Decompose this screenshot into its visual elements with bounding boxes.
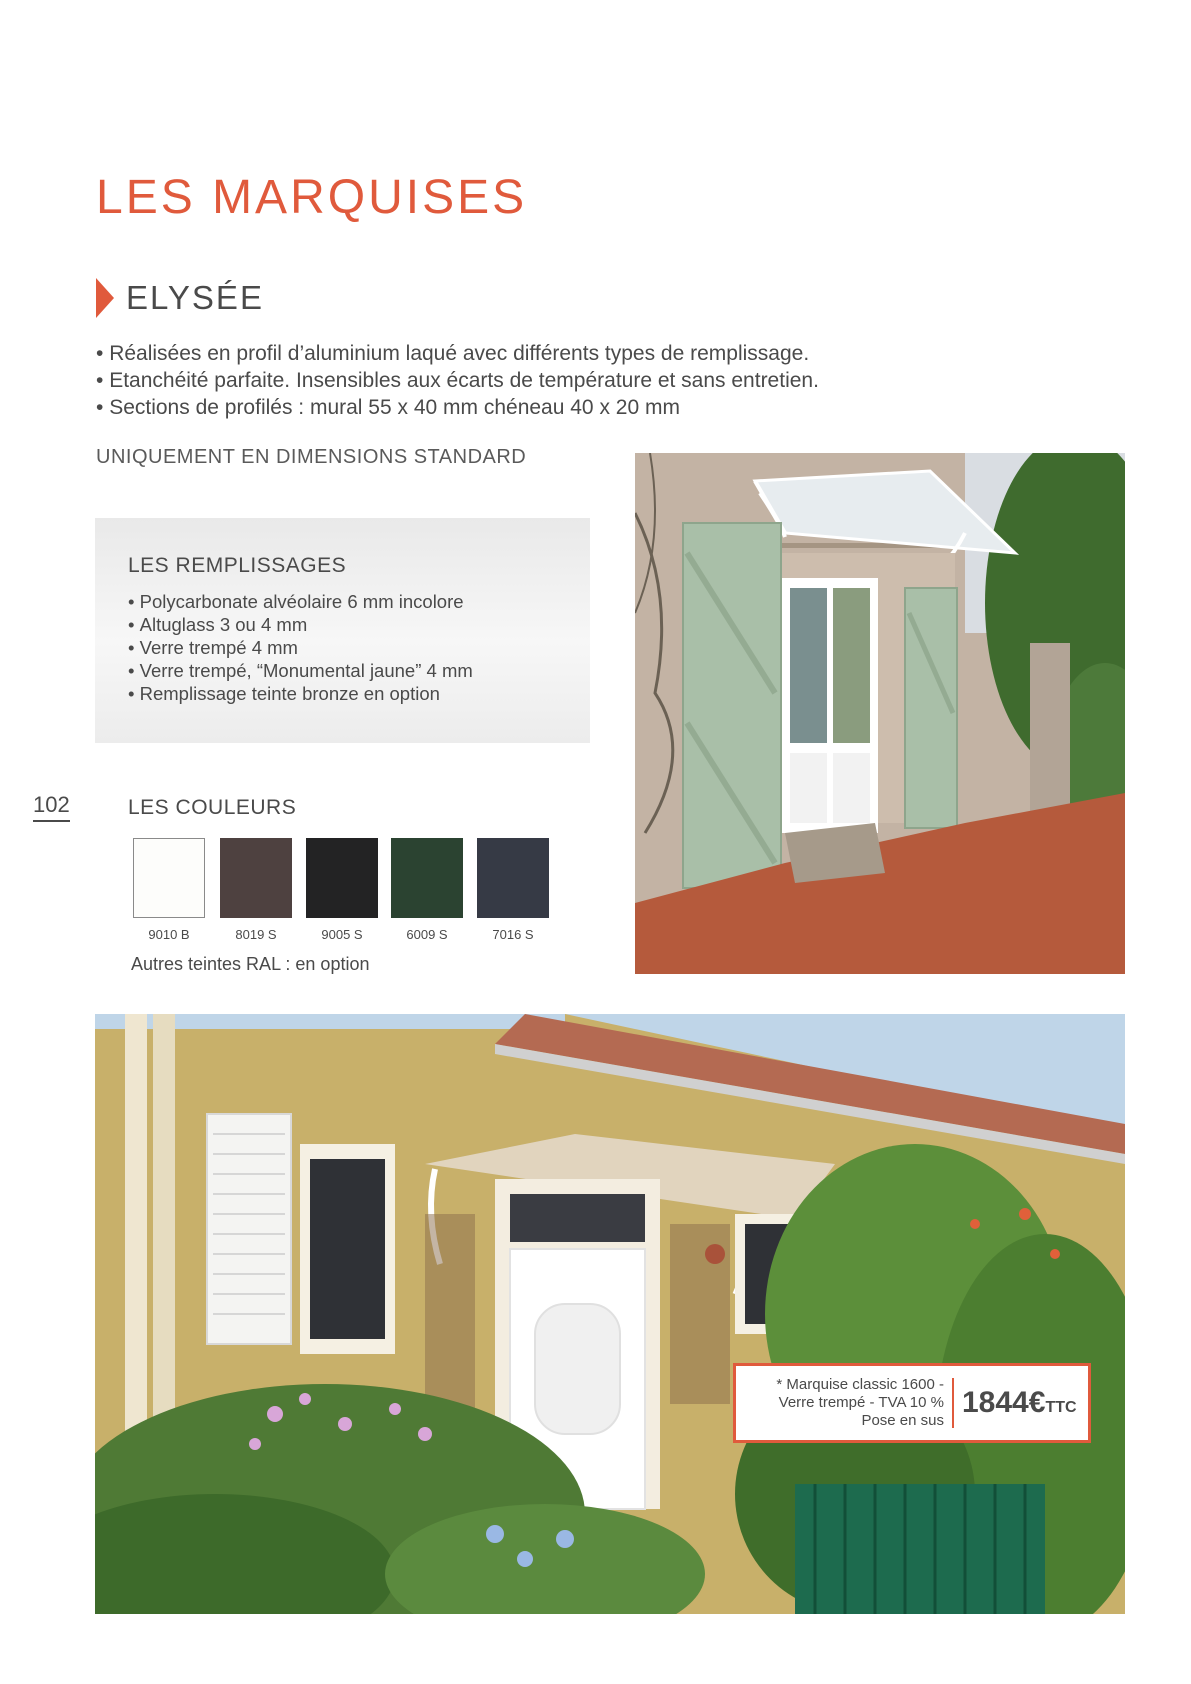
awning-photo-yellow-house xyxy=(95,1014,1125,1614)
price-description-line: * Marquise classic 1600 - xyxy=(776,1376,944,1393)
price-description-line: Verre trempé - TVA 10 % xyxy=(778,1394,944,1411)
section-heading xyxy=(96,278,264,318)
fillings-box xyxy=(95,518,590,743)
price-description-line: Pose en sus xyxy=(861,1412,944,1429)
feature-item: • Etanchéité parfaite. Insensibles aux écarts de température et sans entretien. xyxy=(96,367,819,394)
swatch-label: 9010 B xyxy=(148,927,190,942)
price-description xyxy=(736,1376,952,1430)
filling-item: • Remplissage teinte bronze en option xyxy=(128,682,473,705)
color-swatch-9005s xyxy=(306,838,378,918)
feature-item: • Sections de profilés : mural 55 x 40 mm chéneau 40 x 20 mm xyxy=(96,394,819,421)
fillings-list xyxy=(128,590,473,705)
filling-item: • Verre trempé, “Monumental jaune” 4 mm xyxy=(128,659,473,682)
price-unit: TTC xyxy=(1045,1399,1077,1416)
page-number: 102 xyxy=(33,792,70,822)
filling-item: • Polycarbonate alvéolaire 6 mm incolore xyxy=(128,590,473,613)
standard-dimensions-note: UNIQUEMENT EN DIMENSIONS STANDARD xyxy=(96,446,527,468)
awning-photo-green-shutters xyxy=(635,453,1125,974)
filling-item: • Verre trempé 4 mm xyxy=(128,636,473,659)
filling-item: • Altuglass 3 ou 4 mm xyxy=(128,613,473,636)
colors-note: Autres teintes RAL : en option xyxy=(131,954,370,974)
section-title: ELYSÉE xyxy=(126,279,264,316)
swatch-label: 7016 S xyxy=(492,927,534,942)
feature-list xyxy=(96,340,819,421)
color-swatch-8019s xyxy=(220,838,292,918)
swatch-label: 8019 S xyxy=(235,927,277,942)
swatch-label: 9005 S xyxy=(321,927,363,942)
feature-item: • Réalisées en profil d’aluminium laqué avec différents types de remplissage. xyxy=(96,340,819,367)
price-value xyxy=(954,1386,1077,1420)
swatch-label: 6009 S xyxy=(406,927,448,942)
color-swatch-9010b xyxy=(133,838,205,918)
page-title: LES MARQUISES xyxy=(96,171,528,224)
fillings-title: LES REMPLISSAGES xyxy=(128,554,347,577)
triangle-arrow-icon xyxy=(96,278,114,318)
colors-title: LES COULEURS xyxy=(128,796,297,819)
color-swatch-6009s xyxy=(391,838,463,918)
price-tag xyxy=(733,1363,1091,1443)
price-amount: 1844€ xyxy=(962,1386,1046,1419)
color-swatch-7016s xyxy=(477,838,549,918)
